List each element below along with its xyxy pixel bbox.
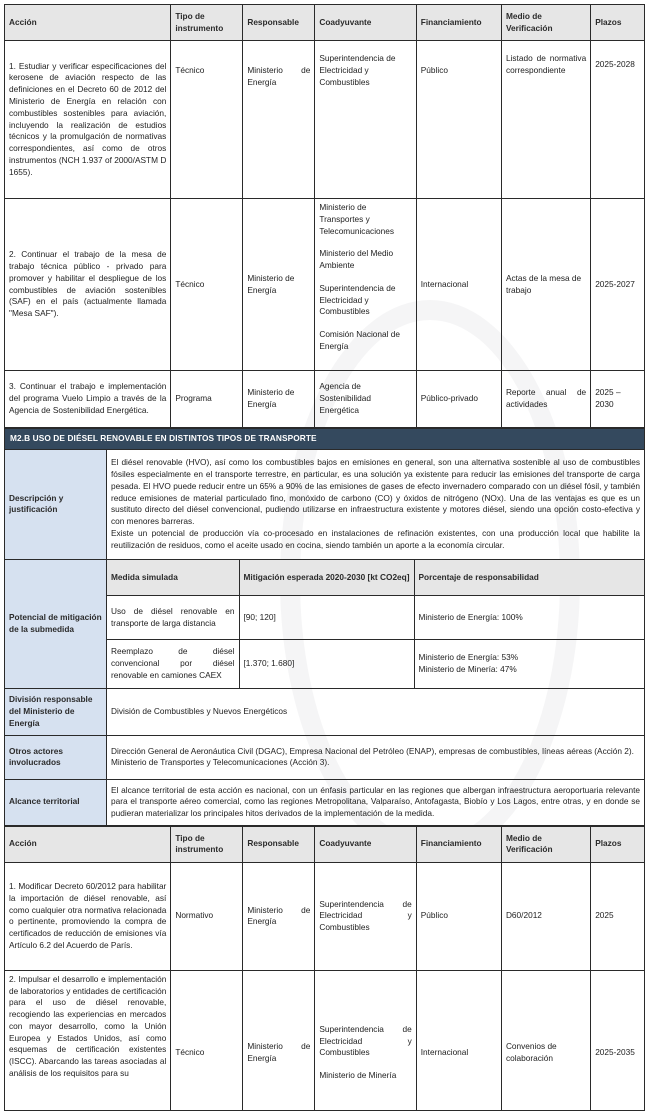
header-medio-verificacion: Medio de Verificación [501, 5, 590, 41]
coadyuvante-item: Ministerio de Minería [319, 1070, 397, 1081]
actions-table-hvo [4, 826, 645, 1111]
coadyuvante-item: Comisión Nacional de Energía [319, 329, 401, 352]
alcance-value: El alcance territorial de esta acción es nacional, con un énfasis particular en las regiones que albergan infraestructura aeroportuaria relevante para el transporte aéreo comercial, como las regiones Metropolitana, Valparaíso, Antofagasta, Biobío y Los Lagos, entre otras, y en donde se pudieran materializar los principales hitos derivados de la implementación de la medida. [107, 779, 645, 825]
header-tipo-instrumento: Tipo de instrumento [171, 5, 243, 41]
cell-tipo: Técnico [171, 199, 243, 371]
cell-tipo: Técnico [171, 970, 243, 1110]
cell-accion: 1. Modificar Decreto 60/2012 para habilitar la importación de diésel renovable, así como cualquier otra normativa relacionada o pertinente, promoviendo la compra de certificados de reducción de emisiones vía Artículo 6.2 del Acuerdo de París. [5, 862, 171, 970]
cell-tipo: Técnico [171, 41, 243, 199]
actions-table-saf [4, 4, 645, 428]
potencial-porcentaje [414, 640, 644, 688]
cell-plazos: 2025-2028 [591, 41, 645, 199]
table-row [5, 970, 645, 1110]
cell-coadyuvante: Superintendencia de Electricidad y Combustibles [315, 41, 416, 199]
descripcion-paragraph: Existe un potencial de producción vía co-procesado en instalaciones de refinación existentes, con una producción local que habilite la reutilización de residuos, como el aceite usado en cocina, siendo también un aporte a la economía circular. [111, 527, 640, 550]
table-header-row [5, 5, 645, 41]
cell-tipo: Programa [171, 371, 243, 428]
cell-accion: 2. Continuar el trabajo de la mesa de trabajo técnica público - privado para promover y habilitar el despliegue de los combustibles de aviación sostenibles (SAF) en el país (actualmente llamada "Mesa SAF"). [5, 199, 171, 371]
header-tipo-instrumento: Tipo de instrumento [171, 826, 243, 862]
division-value: División de Combustibles y Nuevos Energéticos [107, 688, 645, 735]
otros-actores-line: Ministerio de Transportes y Telecomunicaciones (Acción 3). [111, 757, 330, 768]
cell-responsable: Ministerio de Energía [243, 371, 315, 428]
coadyuvante-item: Superintendencia de Electricidad y Combustibles [319, 282, 396, 317]
cell-financiamiento: Público-privado [416, 371, 501, 428]
cell-financiamiento: Internacional [416, 970, 501, 1110]
potencial-medida: Uso de diésel renovable en transporte de larga distancia [107, 596, 239, 640]
potencial-row [107, 596, 644, 640]
cell-coadyuvante [315, 199, 416, 371]
header-plazos: Plazos [591, 5, 645, 41]
table-row [5, 862, 645, 970]
cell-financiamiento: Público [416, 862, 501, 970]
porcentaje-line: Ministerio de Energía: 53% [418, 652, 519, 663]
potencial-porcentaje: Ministerio de Energía: 100% [414, 596, 644, 640]
cell-accion: 2. Impulsar el desarrollo e implementación de laboratorios y entidades de certificación para el uso de diésel renovable, recogiendo las experiencias en mercados con mayor desarrollo, como la Unión Europea y Estados Unidos, así como esquemas de certificación existentes (ISCC). Abarcando las tareas asociadas al análisis de los requisitos para su [5, 970, 171, 1110]
label-potencial: Potencial de mitigación de la submedida [5, 559, 107, 688]
cell-accion: 1. Estudiar y verificar especificaciones del kerosene de aviación respecto de las definiciones en el Decreto 60 de 2012 del Ministerio de Energía en relación con combustibles sostenibles para aviación, incluyendo la realización de estudios técnicos y la promulgación de normativas correspondientes, así como de otros instrumentos (NCH 1.937 of 2000/ASTM D 1655). [5, 41, 171, 199]
header-responsable: Responsable [243, 826, 315, 862]
potencial-header-mitigacion: Mitigación esperada 2020-2030 [kt CO2eq] [239, 560, 414, 596]
cell-plazos: 2025 [591, 862, 645, 970]
cell-coadyuvante [315, 970, 416, 1110]
header-responsable: Responsable [243, 5, 315, 41]
header-accion: Acción [5, 826, 171, 862]
cell-coadyuvante: Superintendencia de Electricidad y Combustibles [315, 862, 416, 970]
cell-accion: 3. Continuar el trabajo e implementación del programa Vuelo Limpio a través de la Agencia de Sostenibilidad Energética. [5, 371, 171, 428]
cell-plazos: 2025 – 2030 [591, 371, 645, 428]
header-financiamiento: Financiamiento [416, 5, 501, 41]
potencial-medida: Reemplazo de diésel convencional por diésel renovable en camiones CAEX [107, 640, 239, 688]
cell-plazos: 2025-2035 [591, 970, 645, 1110]
submeasure-section [4, 428, 645, 826]
header-plazos: Plazos [591, 826, 645, 862]
label-division: División responsable del Ministerio de Energía [5, 688, 107, 735]
cell-responsable: Ministerio de Energía [243, 862, 315, 970]
cell-medio: D60/2012 [501, 862, 590, 970]
cell-financiamiento: Internacional [416, 199, 501, 371]
table-row [5, 371, 645, 428]
cell-medio: Reporte anual de actividades [501, 371, 590, 428]
coadyuvante-item: Ministerio de Transportes y Telecomunicaciones [319, 202, 395, 236]
cell-coadyuvante: Agencia de Sostenibilidad Energética [315, 371, 416, 428]
descripcion-paragraph: El diésel renovable (HVO), así como los combustibles bajos en emisiones en general, son una alternativa sostenible al uso de combustibles fósiles especialmente en el transporte terrestre, en particular, es una solución ya existente para reducir las emisiones del transporte de carga pesada. El HVO puede reducir entre un 65% a 90% de las emisiones de gases de efecto invernadero comparado con un diésel fósil, y también reduce emisiones de material particulado fino, monóxido de carbono (CO) y óxidos de nitrógeno (NOx). Una de las ventajas es que es un sustituto directo del diésel convencional, pudiendo utilizarse en infraestructura existente y motores diésel, siendo una opción costo-efectiva y con menores barreras. [111, 457, 640, 527]
porcentaje-line: Ministerio de Minería: 47% [418, 664, 517, 675]
cell-responsable: Ministerio de Energía [243, 970, 315, 1110]
header-medio-verificacion: Medio de Verificación [501, 826, 590, 862]
cell-medio: Actas de la mesa de trabajo [501, 199, 590, 371]
table-row [5, 199, 645, 371]
cell-responsable: Ministerio de Energía [243, 199, 315, 371]
cell-medio: Listado de normativa correspondiente [501, 41, 590, 199]
label-otros-actores: Otros actores involucrados [5, 735, 107, 779]
header-coadyuvante: Coadyuvante [315, 826, 416, 862]
label-descripcion: Descripción y justificación [5, 449, 107, 559]
potencial-header-medida: Medida simulada [107, 560, 239, 596]
coadyuvante-item: Ministerio del Medio Ambiente [319, 248, 394, 271]
descripcion-text [107, 449, 645, 559]
table-header-row [5, 826, 645, 862]
cell-plazos: 2025-2027 [591, 199, 645, 371]
cell-financiamiento: Público [416, 41, 501, 199]
otros-actores-value [107, 735, 645, 779]
header-financiamiento: Financiamiento [416, 826, 501, 862]
potencial-row [107, 640, 644, 688]
header-coadyuvante: Coadyuvante [315, 5, 416, 41]
potencial-table-cell [107, 559, 645, 688]
potencial-mitigacion: [90; 120] [239, 596, 414, 640]
cell-medio: Convenios de colaboración [501, 970, 590, 1110]
coadyuvante-item: Superintendencia de Electricidad y Combustibles [319, 1023, 412, 1058]
otros-actores-line: Dirección General de Aeronáutica Civil (DGAC), Empresa Nacional del Petróleo (ENAP), empresas de combustibles, líneas aéreas (Acción 2). [111, 745, 634, 756]
potencial-mitigacion: [1.370; 1.680] [239, 640, 414, 688]
section-title: M2.B USO DE DIÉSEL RENOVABLE EN DISTINTOS TIPOS DE TRANSPORTE [5, 429, 645, 450]
cell-responsable: Ministerio de Energía [243, 41, 315, 199]
document-page [4, 4, 645, 1111]
cell-tipo: Normativo [171, 862, 243, 970]
potencial-table [107, 560, 644, 688]
potencial-header-porcentaje: Porcentaje de responsabilidad [414, 560, 644, 596]
header-accion: Acción [5, 5, 171, 41]
table-row [5, 41, 645, 199]
label-alcance: Alcance territorial [5, 779, 107, 825]
